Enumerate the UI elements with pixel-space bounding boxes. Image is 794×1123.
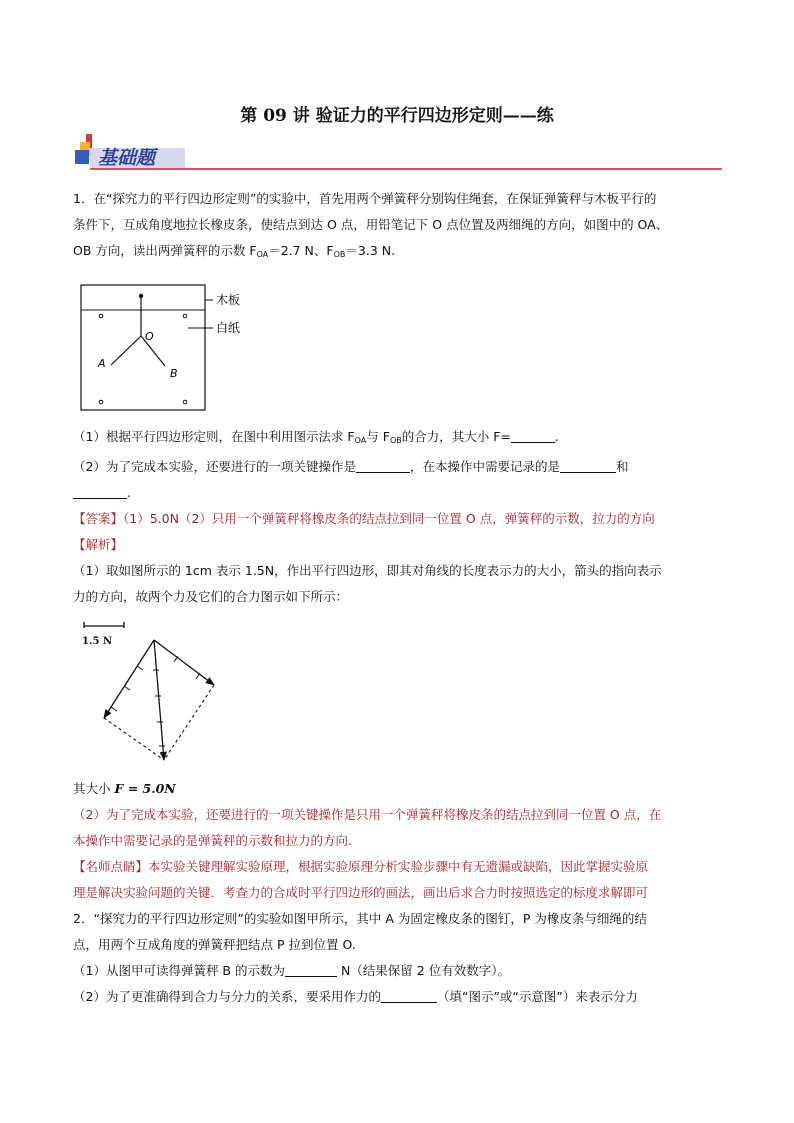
force-oa-arrow: [104, 640, 154, 718]
corner-pin: [99, 314, 103, 318]
point-a-label: A: [98, 357, 106, 370]
q1-part-1-d: .: [554, 429, 559, 444]
analysis-label: 【解析】: [73, 537, 124, 552]
answer-blank[interactable]: [285, 963, 337, 977]
result-value: F = 5.0N: [114, 781, 176, 796]
tip-line-1: [73, 854, 723, 880]
q1-line-3-c: ＝3.3 N.: [345, 243, 396, 258]
point-o-label: O: [145, 330, 154, 343]
q1-part-1-sub-ob: OB: [389, 436, 402, 445]
answer-blank[interactable]: [73, 485, 127, 499]
page-title: 第 09 讲 验证力的平行四边形定则——练: [240, 106, 554, 126]
q1-part-2-c: 和: [615, 459, 629, 474]
q1-part-2-b: ，在本操作中需要记录的是: [409, 459, 560, 474]
scale-label: 1.5 N: [82, 636, 113, 647]
q1-sub-oa: OA: [256, 250, 269, 259]
result-prefix: 其大小: [73, 781, 115, 796]
q1-line-3-b: ＝2.7 N、F: [268, 243, 334, 258]
q1-part-1-a: （1）根据平行四边形定则，在图中利用图示法求 F: [73, 429, 355, 444]
section-banner: [72, 132, 722, 172]
q2-line-1: 2．“探究力的平行四边形定则”的实验如图甲所示，其中 A 为固定橡皮条的图钉，P 为橡皮条与细绳的结: [73, 911, 647, 926]
board-figure: [70, 280, 260, 415]
point-b-label: B: [170, 367, 178, 380]
tip-text-1: 本实验关键理解实验原理，根据实验原理分析实验步骤中有无遗漏或缺陷，因此掌握实验原: [148, 859, 649, 874]
question-1: [73, 186, 723, 268]
q2-part-2: [73, 984, 723, 1010]
resultant-arrow: [154, 640, 164, 760]
force-ob-arrow: [154, 640, 214, 685]
q1-part-1-c: 的合力，其大小 F=: [401, 429, 511, 444]
board-label: 木板: [216, 293, 241, 307]
banner-label: 基础题: [98, 147, 156, 169]
answer-line: [73, 506, 723, 532]
q2-part-1-b: N（结果保留 2 位有效数字）。: [336, 963, 510, 978]
analysis-line-3: （2）为了完成本实验，还要进行的一项关键操作是只用一个弹簧秤将橡皮条的结点拉到同一位置 O 点，在: [73, 807, 662, 822]
answer-text: （1）5.0N（2）只用一个弹簧秤将橡皮条的结点拉到同一位置 O 点，弹簧秤的示数，拉力的方向: [123, 511, 655, 526]
q1-line-3: [73, 238, 723, 268]
corner-pin: [99, 400, 103, 404]
analysis-continued: [73, 776, 723, 1010]
analysis-line-1: （1）取如图所示的 1cm 表示 1.5N，作出平行四边形，即其对角线的长度表示力的大小，箭头的指向表示: [73, 563, 662, 578]
q2-part-2-a: （2）为了更准确得到合力与分力的关系，要采用作力的: [73, 989, 381, 1004]
analysis-line-2: 力的方向，故两个力及它们的合力图示如下所示：: [73, 589, 349, 604]
parallelogram-side: [164, 685, 214, 760]
string-oa: [111, 336, 141, 365]
q1-part-1-b: 与 F: [366, 429, 390, 444]
answer-section: [73, 506, 723, 610]
parallelogram-side: [104, 718, 164, 760]
q1-line-1: 1．在“探究力的平行四边形定则”的实验中，首先用两个弹簧秤分别钩住绳套，在保证弹簧秤与木板平行的: [73, 191, 657, 206]
q1-part-2-d: .: [127, 485, 131, 500]
q2-part-2-b: （填“图示”或“示意图”）来表示分力: [436, 989, 638, 1004]
corner-pin: [183, 400, 187, 404]
answer-blank[interactable]: [511, 429, 555, 443]
banner-block-blue: [75, 150, 89, 164]
tip-line-2: 理是解决实验问题的关键．考查力的合成时平行四边形的画法，画出后求合力时按照选定的标度求解即可: [73, 885, 649, 900]
q2-line-2: 点，用两个互成角度的弹簧秤把结点 P 拉到位置 O.: [73, 937, 356, 952]
answer-label: 【答案】: [73, 511, 124, 526]
result-line: [73, 776, 723, 802]
q1-sub-ob: OB: [333, 250, 346, 259]
q1-part-1: [73, 424, 723, 454]
q1-part-2-a: （2）为了完成本实验，还要进行的一项关键操作是: [73, 459, 356, 474]
q1-part-1-sub-oa: OA: [354, 436, 367, 445]
question-1-parts: [73, 424, 723, 506]
q1-line-2: 条件下，互成角度地拉长橡皮条，使结点到达 O 点，用铅笔记下 O 点位置及两细绳的方向，如图中的 OA、: [73, 217, 669, 232]
answer-blank[interactable]: [560, 459, 616, 473]
paper-label: 白纸: [216, 321, 241, 335]
corner-pin: [183, 314, 187, 318]
analysis-line-4: 本操作中需要记录的是弹簧秤的示数和拉力的方向.: [73, 833, 352, 848]
answer-blank[interactable]: [356, 459, 410, 473]
q1-line-3-a: OB 方向，读出两弹簧秤的示数 F: [73, 243, 257, 258]
answer-blank[interactable]: [381, 989, 437, 1003]
q1-part-2: [73, 454, 723, 480]
tip-label: 【名师点睛】: [73, 859, 149, 874]
q2-part-1: [73, 958, 723, 984]
q2-part-1-a: （1）从图甲可读得弹簧秤 B 的示数为: [73, 963, 285, 978]
q1-part-2-cont: [73, 480, 723, 506]
board-outline: [81, 285, 205, 410]
